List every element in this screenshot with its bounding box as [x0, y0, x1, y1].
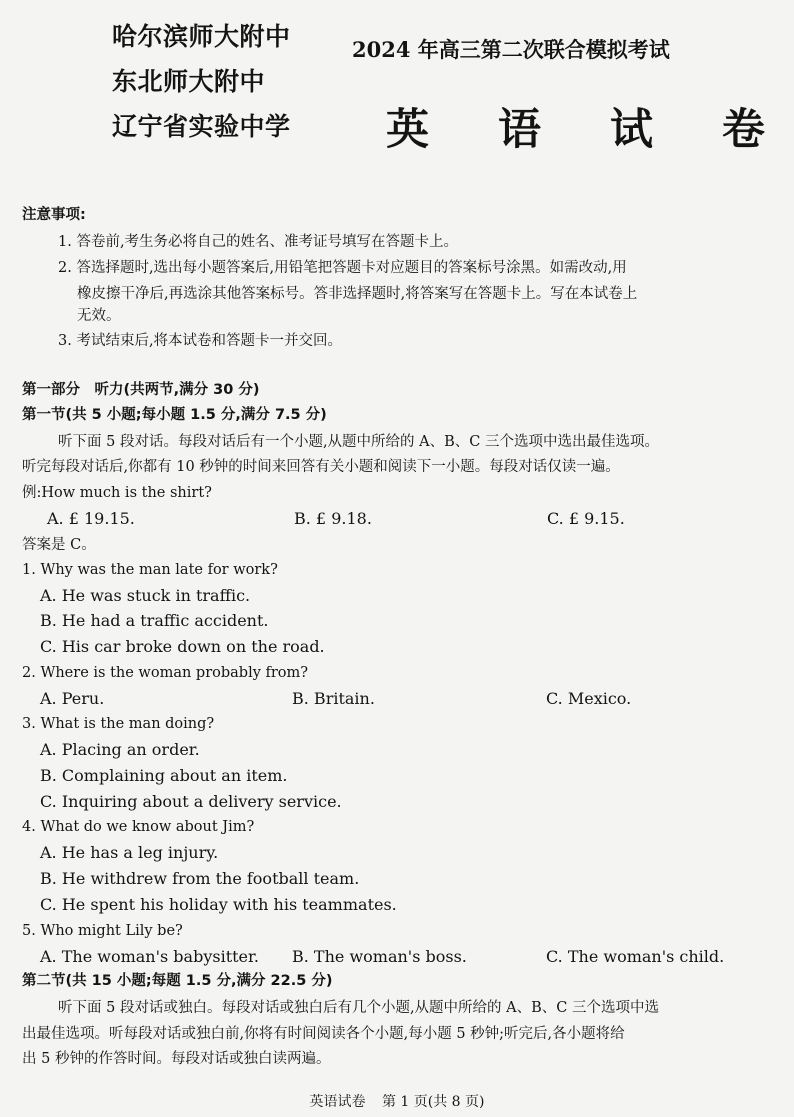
option: C. Inquiring about a delivery service.: [40, 792, 342, 811]
example-answer: 答案是 C。: [22, 537, 96, 553]
page-number: 第 1 页(共 8 页): [381, 1094, 485, 1110]
option: B. He had a traffic accident.: [40, 611, 269, 630]
notice-item: 2. 答选择题时,选出每小题答案后,用铅笔把答题卡对应题目的答案标号涂黑。如需改动,用: [58, 260, 627, 276]
option: A. Peru.: [40, 689, 105, 708]
option: B. £ 9.18.: [294, 509, 372, 528]
option: B. He withdrew from the football team.: [40, 869, 360, 888]
question: 1. Why was the man late for work?: [22, 562, 278, 578]
option: C. The woman's child.: [546, 947, 725, 966]
instructions: 出最佳选项。听每段对话或独白前,你将有时间阅读各个小题,每小题 5 秒钟;听完后,各小题将给: [22, 1026, 625, 1042]
notice-item: 3. 考试结束后,将本试卷和答题卡一并交回。: [58, 333, 343, 349]
option: C. £ 9.15.: [547, 509, 625, 528]
section-heading: 第一节(共 5 小题;每小题 1.5 分,满分 7.5 分): [22, 407, 327, 423]
option: A. He was stuck in traffic.: [40, 586, 251, 605]
school-list: [112, 24, 291, 159]
school-name: 辽宁省实验中学: [112, 112, 291, 141]
notice-item: 无效。: [77, 308, 121, 324]
notice-heading: 注意事项:: [22, 207, 86, 223]
notice-item: 橡皮擦干净后,再选涂其他答案标号。答非选择题时,将答案写在答题卡上。写在本试卷上: [77, 286, 638, 302]
option: A. The woman's babysitter.: [40, 947, 259, 966]
notice-item: 1. 答卷前,考生务必将自己的姓名、准考证号填写在答题卡上。: [58, 234, 459, 250]
option: C. He spent his holiday with his teammates.: [40, 895, 397, 914]
subject-title: 英 语 试 卷: [386, 105, 792, 155]
option: C. Mexico.: [546, 689, 632, 708]
school-name: 哈尔滨师大附中: [112, 22, 291, 51]
example-question: 例:How much is the shirt?: [22, 485, 212, 501]
question: 3. What is the man doing?: [22, 716, 215, 732]
part-heading: 第一部分 听力(共两节,满分 30 分): [22, 382, 260, 398]
option: B. The woman's boss.: [292, 947, 467, 966]
instructions: 听完每段对话后,你都有 10 秒钟的时间来回答有关小题和阅读下一小题。每段对话仅读一遍。: [22, 459, 620, 475]
instructions: 听下面 5 段对话或独白。每段对话或独白后有几个小题,从题中所给的 A、B、C 三个选项中选: [58, 1000, 659, 1016]
option: A. Placing an order.: [40, 740, 200, 759]
option: B. Britain.: [292, 689, 375, 708]
exam-title: 2024 年高三第二次联合模拟考试: [352, 37, 670, 62]
question: 4. What do we know about Jim?: [22, 819, 255, 835]
option: A. He has a leg injury.: [40, 843, 219, 862]
school-name: 东北师大附中: [112, 67, 266, 96]
question: 2. Where is the woman probably from?: [22, 665, 309, 681]
instructions: 听下面 5 段对话。每段对话后有一个小题,从题中所给的 A、B、C 三个选项中选出最佳选项。: [58, 434, 659, 450]
option: A. £ 19.15.: [47, 509, 135, 528]
option: B. Complaining about an item.: [40, 766, 288, 785]
section-heading: 第二节(共 15 小题;每题 1.5 分,满分 22.5 分): [22, 973, 333, 989]
instructions: 出 5 秒钟的作答时间。每段对话或独白读两遍。: [22, 1051, 331, 1067]
question: 5. Who might Lily be?: [22, 923, 183, 939]
footer-subject: 英语试卷: [309, 1094, 366, 1110]
option: C. His car broke down on the road.: [40, 637, 325, 656]
page-footer: [0, 1091, 794, 1111]
